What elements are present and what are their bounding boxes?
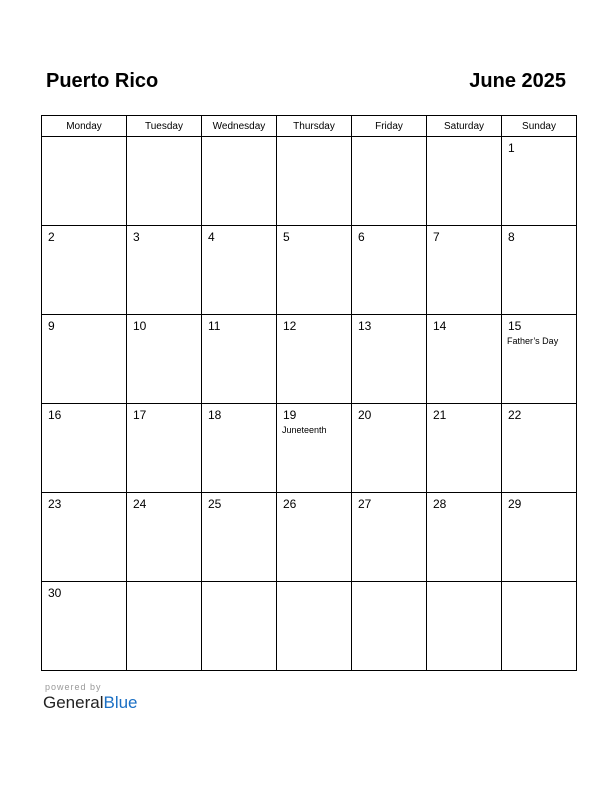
day-number: 13 <box>358 319 372 333</box>
day-number: 26 <box>283 497 297 511</box>
day-cell <box>427 404 502 493</box>
day-cell <box>202 582 277 671</box>
day-number: 1 <box>508 141 515 155</box>
week-row <box>42 582 577 671</box>
day-number: 8 <box>508 230 515 244</box>
brand-blue: Blue <box>103 693 138 712</box>
week-row <box>42 137 577 226</box>
day-cell <box>427 226 502 315</box>
day-cell <box>202 404 277 493</box>
day-cell <box>277 582 352 671</box>
day-cell <box>202 315 277 404</box>
day-cell <box>502 226 577 315</box>
brand-logo[interactable] <box>43 693 138 713</box>
day-number: 28 <box>433 497 447 511</box>
day-cell <box>202 493 277 582</box>
day-cell <box>127 315 202 404</box>
calendar-header <box>46 70 566 100</box>
day-cell <box>502 404 577 493</box>
day-cell <box>277 315 352 404</box>
weekday-tuesday: Tuesday <box>127 116 202 137</box>
day-cell <box>352 582 427 671</box>
day-number: 25 <box>208 497 222 511</box>
day-cell <box>127 404 202 493</box>
holiday-label: Father’s Day <box>507 336 559 346</box>
calendar-grid <box>41 115 577 671</box>
day-cell <box>277 404 352 493</box>
day-number: 15 <box>508 319 522 333</box>
day-cell <box>352 315 427 404</box>
day-cell <box>352 493 427 582</box>
powered-by-text: powered by <box>45 682 102 692</box>
day-number: 9 <box>48 319 55 333</box>
day-number: 17 <box>133 408 147 422</box>
day-cell <box>502 137 577 226</box>
day-cell <box>42 315 127 404</box>
day-number: 3 <box>133 230 140 244</box>
day-cell <box>502 315 577 404</box>
day-cell <box>42 404 127 493</box>
day-cell <box>427 315 502 404</box>
week-row <box>42 404 577 493</box>
weekday-sunday: Sunday <box>502 116 577 137</box>
day-number: 5 <box>283 230 290 244</box>
day-cell <box>352 404 427 493</box>
day-cell <box>427 493 502 582</box>
day-number: 30 <box>48 586 62 600</box>
week-row <box>42 493 577 582</box>
weekday-header-row <box>42 116 577 137</box>
day-number: 22 <box>508 408 522 422</box>
day-cell <box>502 582 577 671</box>
weekday-wednesday: Wednesday <box>202 116 277 137</box>
day-cell <box>427 137 502 226</box>
day-number: 21 <box>433 408 447 422</box>
footer <box>43 682 138 713</box>
day-number: 29 <box>508 497 522 511</box>
day-cell <box>352 137 427 226</box>
day-cell <box>352 226 427 315</box>
day-cell <box>127 226 202 315</box>
day-cell <box>42 582 127 671</box>
country-title: Puerto Rico <box>46 70 159 92</box>
day-number: 7 <box>433 230 440 244</box>
day-number: 2 <box>48 230 55 244</box>
day-number: 19 <box>283 408 297 422</box>
day-number: 20 <box>358 408 372 422</box>
day-number: 27 <box>358 497 372 511</box>
day-cell <box>127 137 202 226</box>
day-number: 12 <box>283 319 297 333</box>
day-cell <box>127 493 202 582</box>
day-cell <box>202 137 277 226</box>
day-cell <box>127 582 202 671</box>
week-row <box>42 226 577 315</box>
day-cell <box>42 226 127 315</box>
week-row <box>42 315 577 404</box>
day-cell <box>42 493 127 582</box>
day-cell <box>277 493 352 582</box>
day-number: 6 <box>358 230 365 244</box>
day-cell <box>42 137 127 226</box>
day-number: 14 <box>433 319 447 333</box>
day-number: 10 <box>133 319 147 333</box>
weekday-saturday: Saturday <box>427 116 502 137</box>
day-number: 18 <box>208 408 222 422</box>
weekday-friday: Friday <box>352 116 427 137</box>
weekday-monday: Monday <box>42 116 127 137</box>
day-cell <box>202 226 277 315</box>
day-number: 23 <box>48 497 62 511</box>
day-cell <box>277 226 352 315</box>
month-title: June 2025 <box>469 70 566 92</box>
holiday-label: Juneteenth <box>282 425 327 435</box>
day-cell <box>502 493 577 582</box>
day-number: 24 <box>133 497 147 511</box>
day-number: 11 <box>208 319 221 333</box>
weekday-thursday: Thursday <box>277 116 352 137</box>
day-cell <box>277 137 352 226</box>
day-number: 16 <box>48 408 62 422</box>
brand-general: General <box>43 693 104 712</box>
day-number: 4 <box>208 230 215 244</box>
day-cell <box>427 582 502 671</box>
